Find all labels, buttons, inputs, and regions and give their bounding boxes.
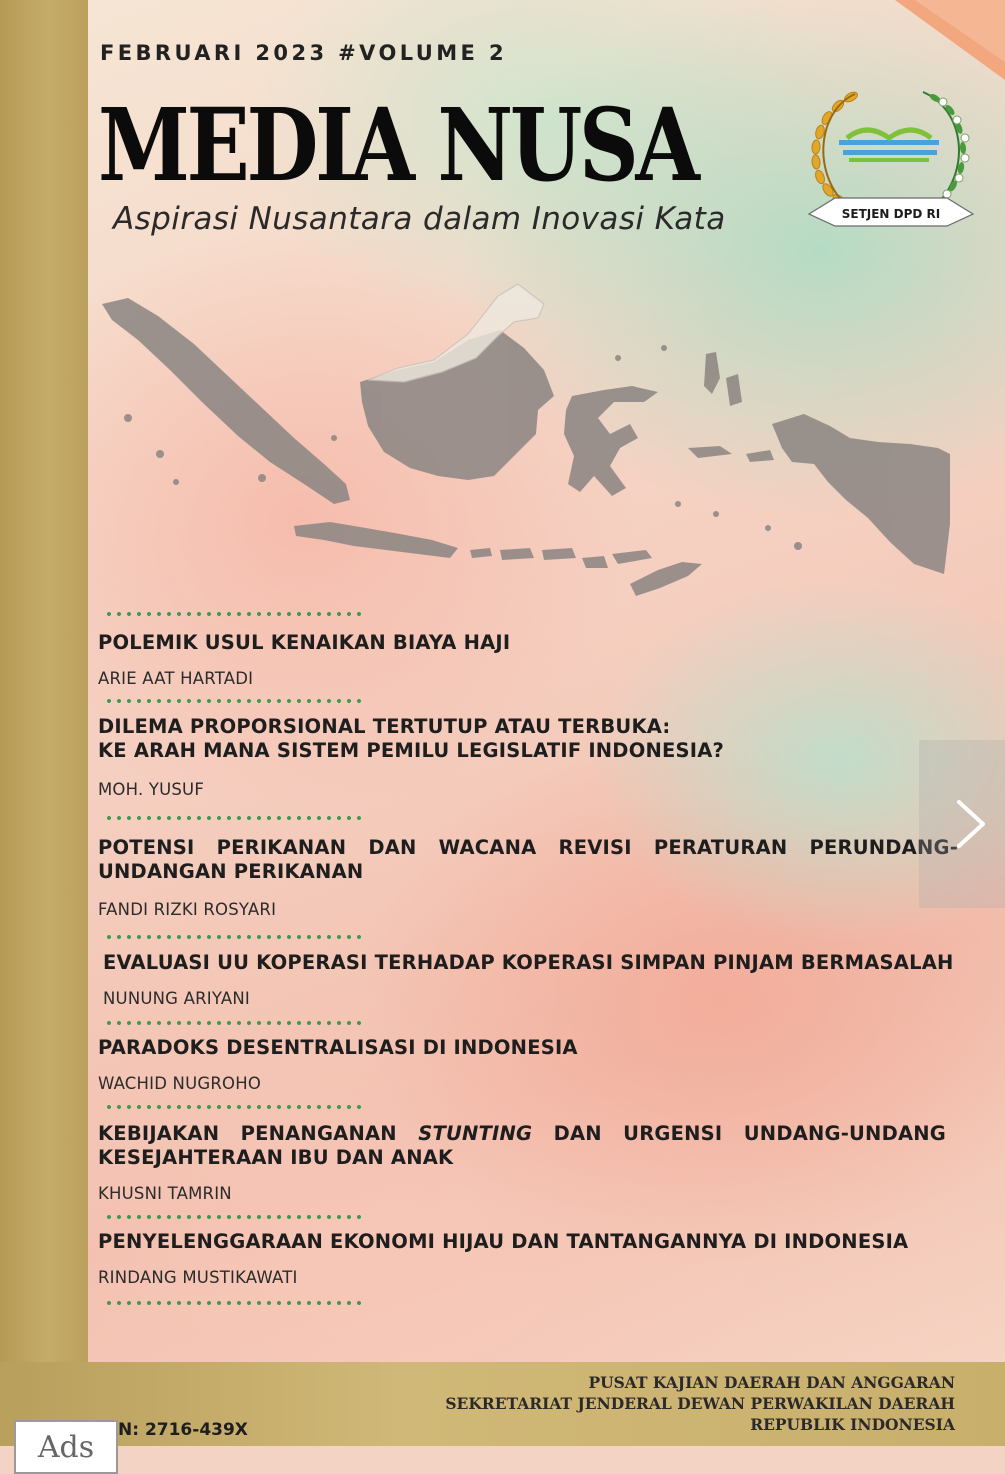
emblem-banner-text: SETJEN DPD RI [841,207,941,221]
article-title: PENYELENGGARAAN EKONOMI HIJAU DAN TANTANGANNYA DI INDONESIA [98,1230,909,1253]
article-entry [98,836,958,919]
article-title: PARADOKS DESENTRALISASI DI INDONESIA [98,1036,578,1059]
article-author: KHUSNI TAMRIN [98,1184,232,1203]
article-title-line: KE ARAH MANA SISTEM PEMILU LEGISLATIF INDONESIA? [98,739,725,762]
article-entry [103,951,963,1008]
footer-strip [0,1446,1005,1474]
article-author: NUNUNG ARIYANI [103,989,250,1008]
indonesia-map-icon [98,278,968,610]
institution-line: SEKRETARIAT JENDERAL DEWAN PERWAKILAN DAERAH [445,1394,955,1413]
article-title: EVALUASI UU KOPERASI TERHADAP KOPERASI SIMPAN PINJAM BERMASALAH [103,951,954,974]
chevron-right-icon [919,740,1005,908]
institution-line: PUSAT KAJIAN DAERAH DAN ANGGARAN [588,1373,955,1392]
article-author: RINDANG MUSTIKAWATI [98,1268,298,1287]
article-author: MOH. YUSUF [98,780,205,799]
article-title: POLEMIK USUL KENAIKAN BIAYA HAJI [98,631,511,654]
corner-ribbon [895,0,1005,80]
dot-divider [104,1215,366,1219]
article-author: WACHID NUGROHO [98,1074,262,1093]
article-entry [98,631,958,688]
article-author: FANDI RIZKI ROSYARI [98,900,277,919]
article-author: ARIE AAT HARTADI [98,669,254,688]
masthead-title: MEDIA NUSA [98,86,697,204]
article-entry [98,1230,958,1287]
article-title-part: KEBIJAKAN PENANGANAN [98,1122,397,1145]
next-page-button[interactable] [919,740,1005,908]
dot-divider [104,612,366,616]
cover-spine [0,0,88,1474]
institution-line: REPUBLIK INDONESIA [750,1415,955,1434]
tagline: Aspirasi Nusantara dalam Inovasi Kata [113,201,726,237]
article-entry [98,1036,958,1093]
institution-block [445,1372,955,1435]
issn-number: N: 2716-439X [118,1420,248,1440]
dot-divider [104,1105,366,1109]
dot-divider [104,935,366,939]
article-title-italic: STUNTING [418,1122,533,1145]
dpd-emblem-icon [805,80,975,232]
article-title: POTENSI PERIKANAN DAN WACANA REVISI PERATURAN PERUNDANG-UNDANGAN PERIKANAN [98,836,958,883]
issue-line: FEBRUARI 2023 #VOLUME 2 [100,41,507,65]
article-title-line: DILEMA PROPORSIONAL TERTUTUP ATAU TERBUKA: [98,715,671,738]
ads-badge[interactable]: Ads [14,1420,118,1474]
dot-divider [104,816,366,820]
article-entry [98,1122,946,1203]
dot-divider [104,699,366,703]
dot-divider [104,1021,366,1025]
article-entry [98,715,958,799]
article-title-part: DAN URGENSI UNDANG-UNDANG KESEJAHTERAAN IBU DAN ANAK [98,1122,946,1169]
article-title [98,1122,946,1170]
dot-divider [104,1301,366,1305]
